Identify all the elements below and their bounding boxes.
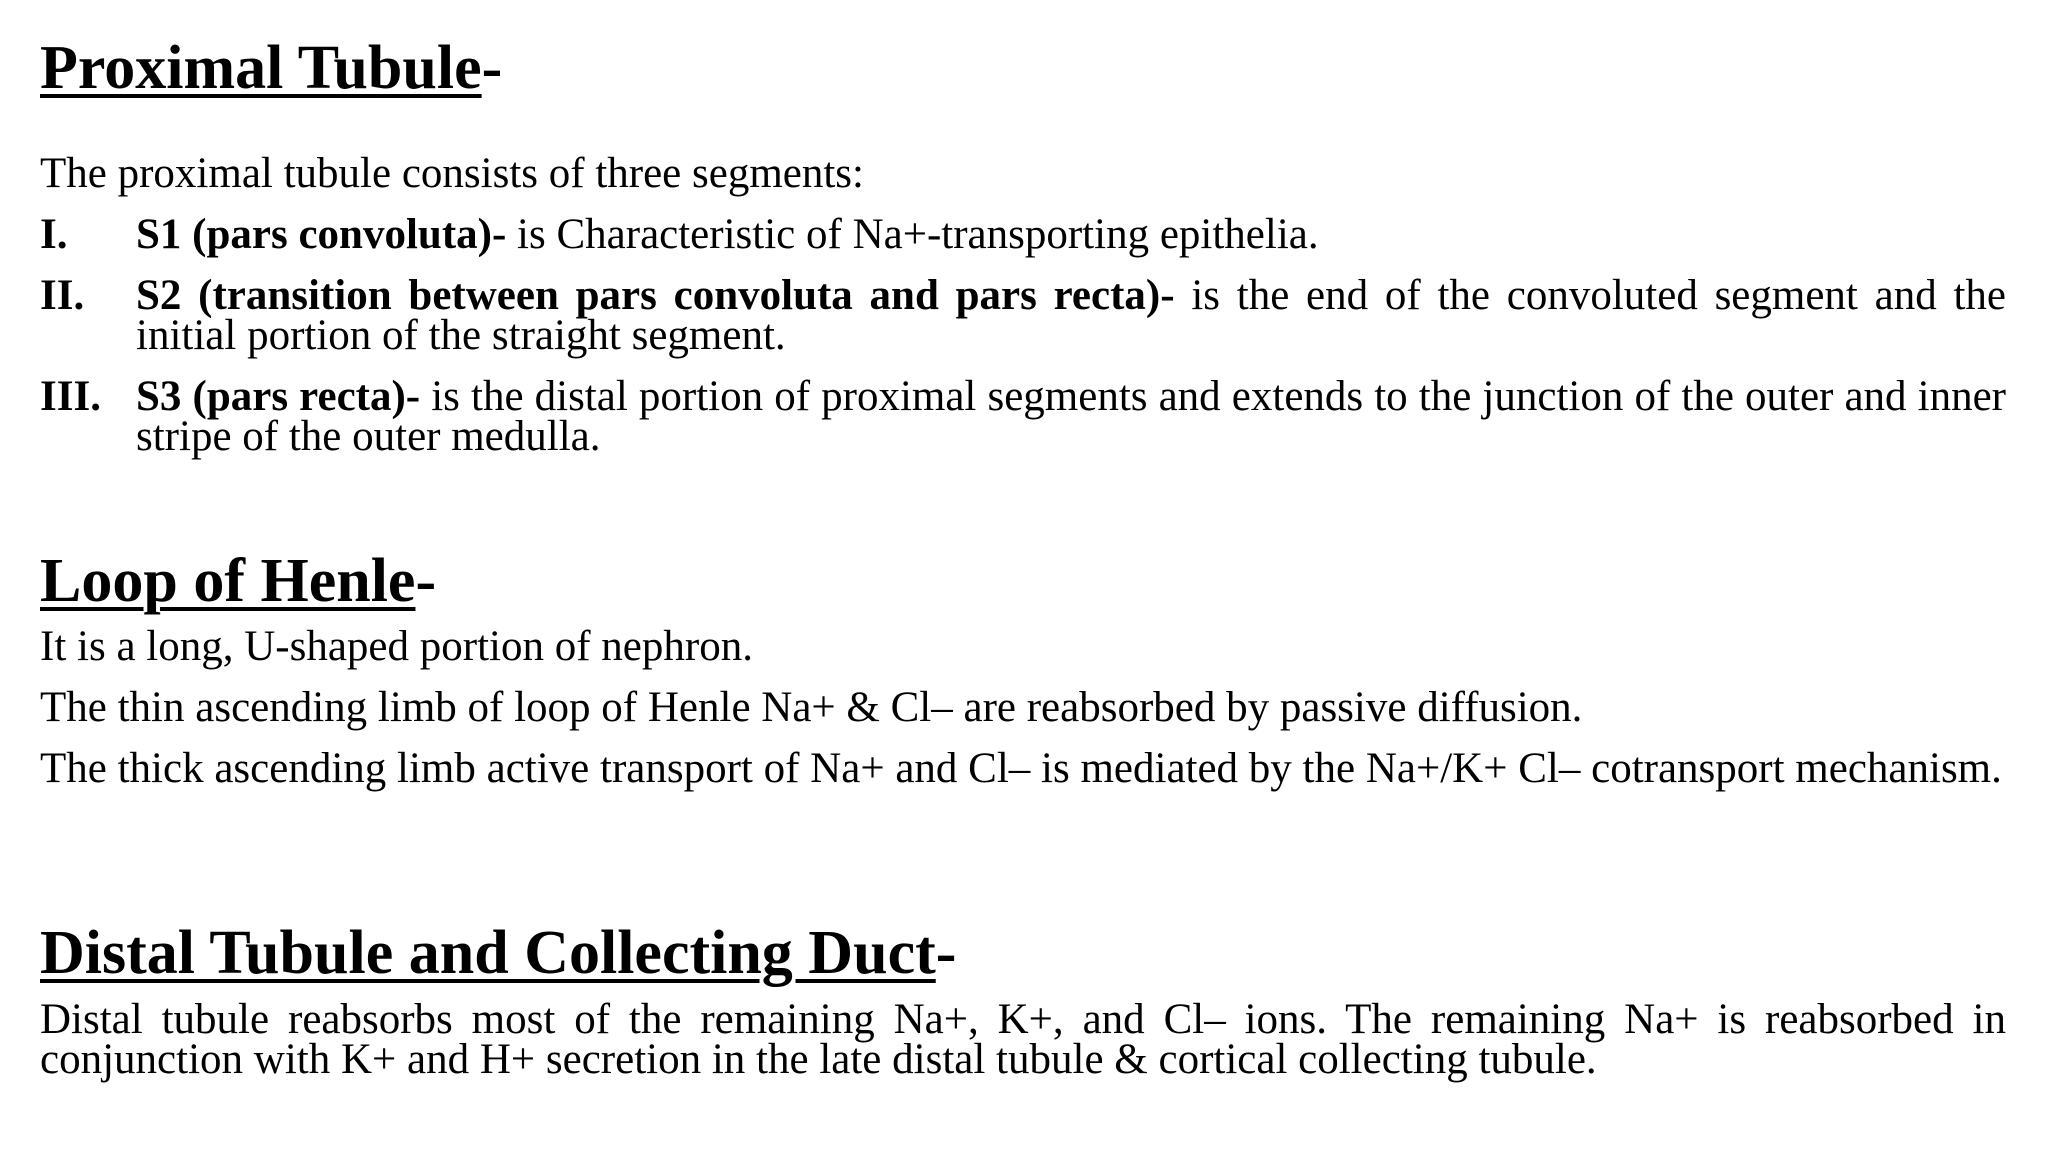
list-item <box>40 373 2006 460</box>
list-item-term: S1 (pars convoluta)- <box>136 211 507 258</box>
list-item-text: is the end of the convoluted segment and the initial portion of the straight segment. <box>136 272 2006 359</box>
list-item-text: is the distal portion of proximal segments and extends to the junction of the outer and inner stripe of the outer medulla. <box>136 373 2006 460</box>
list-item-term: S3 (pars recta)- <box>136 373 421 420</box>
heading-loop-of-henle <box>40 547 437 615</box>
list-numeral: I. <box>40 211 68 258</box>
list-item <box>40 272 2006 359</box>
list-item-body <box>136 211 2006 258</box>
heading-title: Distal Tubule and Collecting Duct <box>40 919 936 987</box>
list-numeral: III. <box>40 373 101 420</box>
henle-paragraph-1: It is a long, U-shaped portion of nephron. <box>40 623 753 670</box>
list-numeral: II. <box>40 272 85 319</box>
heading-dash: - <box>415 547 437 615</box>
henle-paragraph-2: The thin ascending limb of loop of Henle Na+ & Cl– are reabsorbed by passive diffusion. <box>40 684 1583 731</box>
heading-proximal-tubule <box>40 34 503 102</box>
distal-paragraph-1: Distal tubule reabsorbs most of the remaining Na+, K+, and Cl– ions. The remaining Na+ is reabsorbed in conjunction with K+ and H+ secretion in the late distal tubule & cortical collecting tubule. <box>40 996 2006 1083</box>
heading-distal-tubule <box>40 919 957 987</box>
heading-dash: - <box>935 919 957 987</box>
list-item-term: S2 (transition between pars convoluta and pars recta)- <box>136 272 1175 319</box>
list-item-text: is Characteristic of Na+-transporting epithelia. <box>506 211 1319 258</box>
proximal-intro: The proximal tubule consists of three segments: <box>40 150 864 197</box>
list-item-body <box>136 373 2006 460</box>
list-item-body <box>136 272 2006 359</box>
heading-title: Loop of Henle <box>40 547 416 615</box>
list-item <box>40 211 2006 258</box>
heading-dash: - <box>481 34 503 102</box>
heading-title: Proximal Tubule <box>40 34 482 102</box>
henle-paragraph-3: The thick ascending limb active transport of Na+ and Cl– is mediated by the Na+/K+ Cl– cotransport mechanism. <box>40 745 2002 792</box>
